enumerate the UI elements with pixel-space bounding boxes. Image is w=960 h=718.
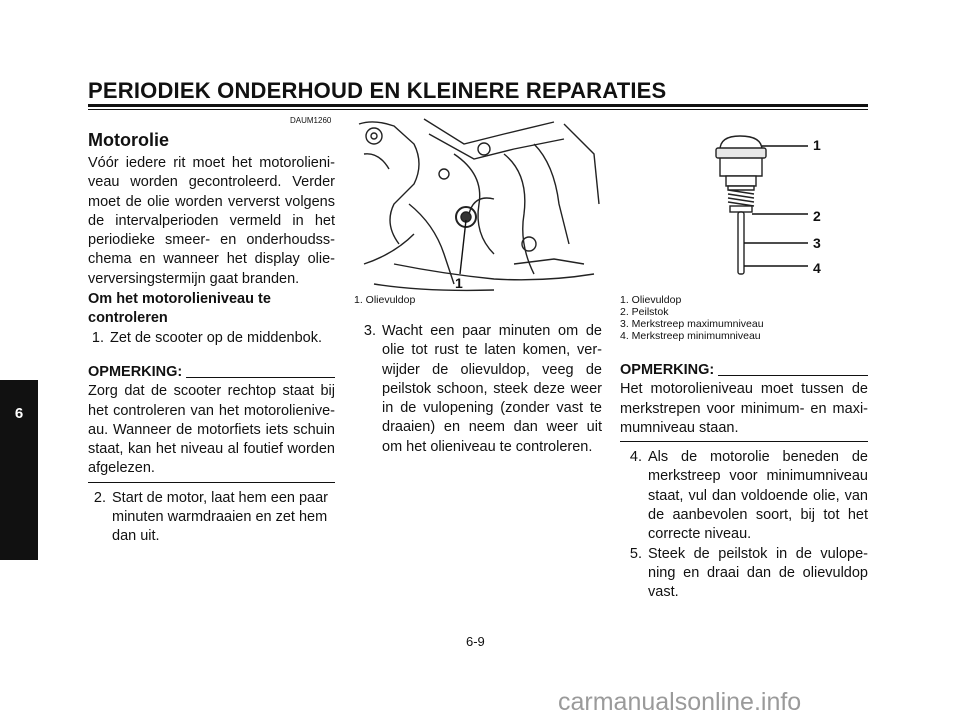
column-3 [620,361,868,603]
note-text-2: Het motorolieniveau moet tussen de merkstrepen voor minimum- en maxi-mumniveau staan. [620,381,868,436]
figure2-callout-2: 2 [813,208,821,224]
figure1-callout-1: 1 [455,275,463,291]
intro-paragraph: Vóór iedere rit moet het motorolieni-veau worden gecontroleerd. Verder moet de olie worden ververst volgens de intervalperioden vermeld in het periodieke smeer- en onderhoudss-chema en wanneer het display olie-verversingstermijn gaat branden. [88,155,335,287]
watermark-text: carmanualsonline.info [558,688,802,716]
figure-dipstick-illustration [700,128,840,278]
chapter-title: PERIODIEK ONDERHOUD EN KLEINERE REPARATIES [88,78,667,103]
step-5: 5. Steek de peilstok in de vulope-ning en draai dan de olievuldop vast. [629,545,868,601]
figure2-callout-1: 1 [813,137,821,153]
step-1: 1. Zet de scooter op de middenbok. [91,329,322,346]
section-code: DAUM1260 [290,116,332,125]
figure-engine-illustration [354,114,604,294]
step-4: 4. Als de motorolie beneden de merkstreep voor minimumniveau staat, vul dan voldoende olie, van de aanbevolen soort, bij tot het correcte niveau. [629,449,868,543]
note-heading-1: OPMERKING: [88,363,335,382]
figure1-caption: 1. Olievuldop [354,294,416,306]
header-rule-thick [88,104,868,107]
note-heading-2: OPMERKING: [620,361,868,380]
column-2 [354,322,602,457]
chapter-number: 6 [14,405,24,422]
step-3: 3. Wacht een paar minuten om de olie tot rust te laten komen, ver-wijder de olievuldop, veeg de peilstok schoon, steek deze weer in de vulopening (zonder vast te draaien) en neem dan weer uit om het olieniveau te controleren. [363,323,602,455]
column-1 [88,154,335,547]
subsection-title: Om het motorolieniveau te controleren [88,291,271,327]
section-title: Motorolie [88,130,169,150]
step-2: 2. Start de motor, laat hem een paar minuten warmdraaien en zet hem dan uit. [93,489,329,545]
figure2-callout-3: 3 [813,235,821,251]
figure2-caption: 1. Olievuldop 2. Peilstok 3. Merkstreep maximumniveau 4. Merkstreep minimumniveau [620,294,764,342]
header-rule-thin [88,109,868,110]
figure2-callout-4: 4 [813,260,821,276]
note-text-1: Zorg dat de scooter rechtop staat bij het controleren van het motorolienive-au. Wanneer de motorfiets iets schuin staat, kan het niveau al foutief worden afgelezen. [88,383,335,477]
page-number: 6-9 [466,634,485,649]
